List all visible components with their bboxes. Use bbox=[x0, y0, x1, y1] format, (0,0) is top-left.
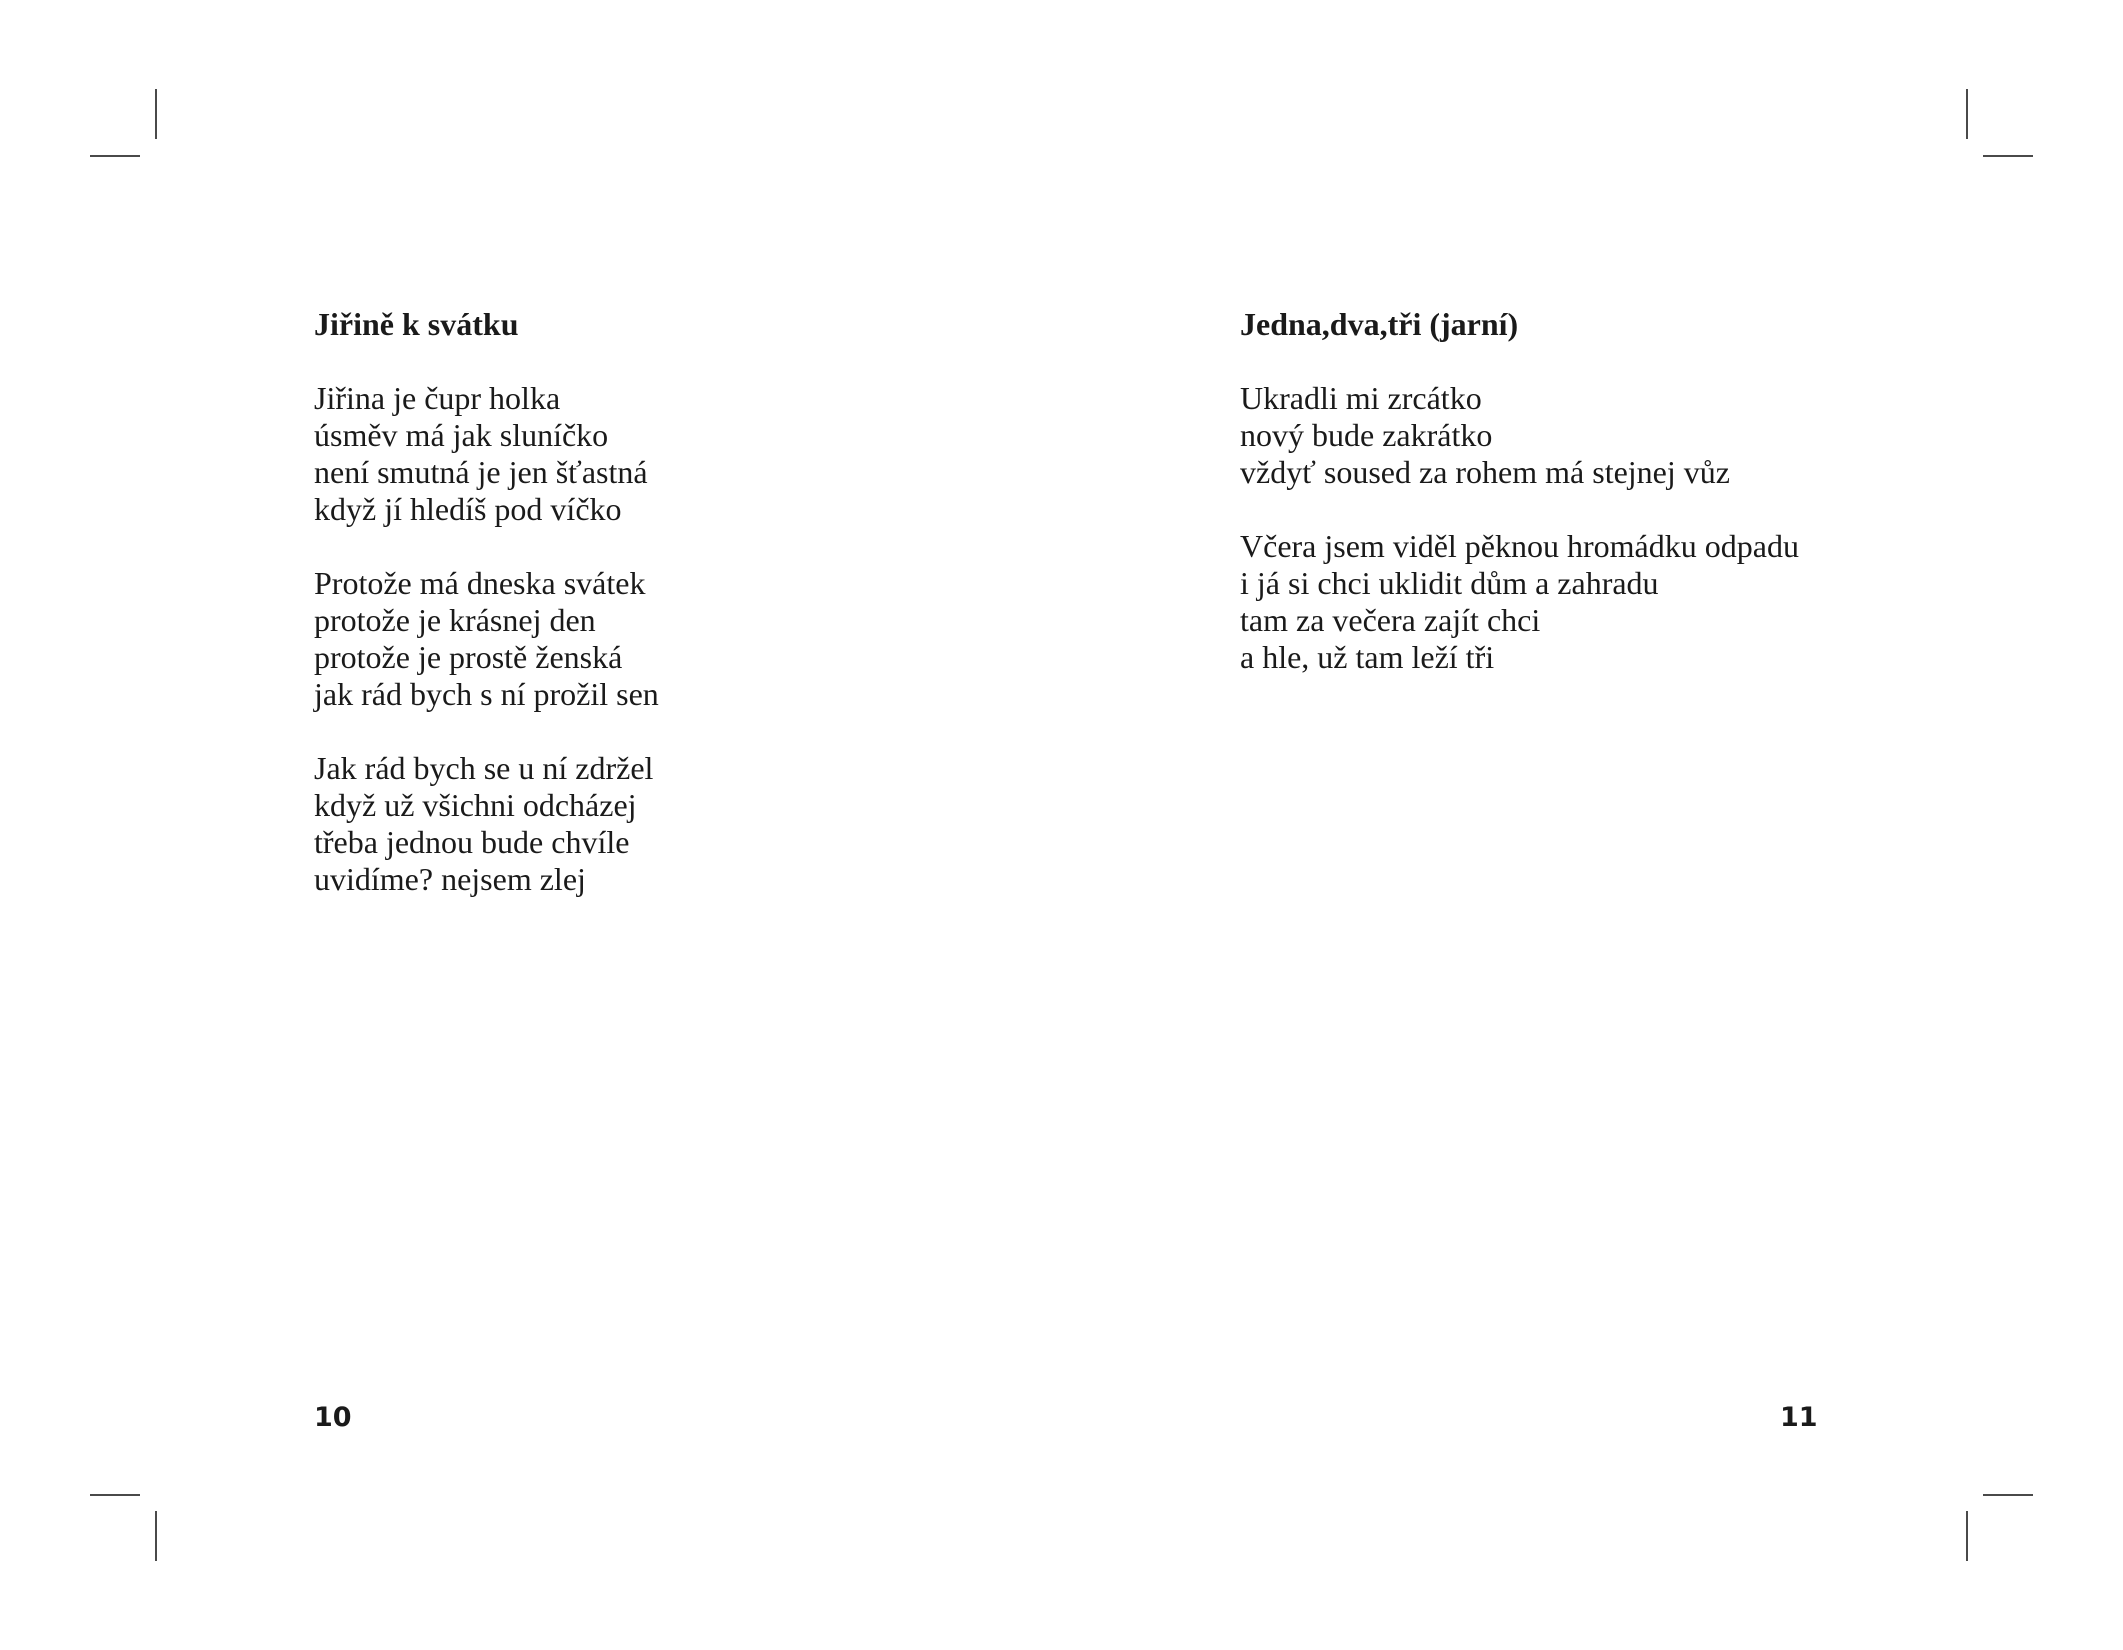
poem-line: Jiřina je čupr holka bbox=[314, 380, 561, 416]
page-number: 10 bbox=[314, 1402, 352, 1433]
poem-line: když jí hledíš pod víčko bbox=[314, 491, 622, 527]
poem-line: když už všichni odcházej bbox=[314, 787, 637, 823]
poem-line: Včera jsem viděl pěknou hromádku odpadu bbox=[1240, 528, 1799, 564]
poem-line: protože je prostě ženská bbox=[314, 639, 623, 675]
poem-line: protože je krásnej den bbox=[314, 602, 596, 638]
poem-line: úsměv má jak sluníčko bbox=[314, 417, 609, 453]
poem-line: Ukradli mi zrcátko bbox=[1240, 380, 1482, 416]
poem-title: Jiřině k svátku bbox=[314, 306, 519, 342]
poem-line: není smutná je jen šťastná bbox=[314, 454, 648, 490]
poem-line: tam za večera zajít chci bbox=[1240, 602, 1541, 638]
poem-line: a hle, už tam leží tři bbox=[1240, 639, 1495, 675]
stanza-3 bbox=[314, 750, 659, 898]
stanza-1 bbox=[314, 380, 659, 528]
poem-line: Protože má dneska svátek bbox=[314, 565, 646, 601]
poem-line: uvidíme? nejsem zlej bbox=[314, 861, 586, 897]
page-number: 11 bbox=[1780, 1402, 1818, 1433]
stanza-2 bbox=[314, 565, 659, 713]
poem-jirine-k-svatku bbox=[314, 306, 659, 935]
poem-jedna-dva-tri bbox=[1240, 306, 1799, 713]
poem-line: třeba jednou bude chvíle bbox=[314, 824, 630, 860]
poem-title: Jedna,dva,tři (jarní) bbox=[1240, 306, 1519, 342]
poem-line: i já si chci uklidit dům a zahradu bbox=[1240, 565, 1659, 601]
right-page bbox=[1061, 0, 2122, 1650]
poem-line: jak rád bych s ní prožil sen bbox=[314, 676, 659, 712]
poem-line: vždyť soused za rohem má stejnej vůz bbox=[1240, 454, 1730, 490]
stanza-1 bbox=[1240, 380, 1799, 491]
poem-line: nový bude zakrátko bbox=[1240, 417, 1493, 453]
poem-line: Jak rád bych se u ní zdržel bbox=[314, 750, 654, 786]
stanza-2 bbox=[1240, 528, 1799, 676]
left-page bbox=[0, 0, 1061, 1650]
